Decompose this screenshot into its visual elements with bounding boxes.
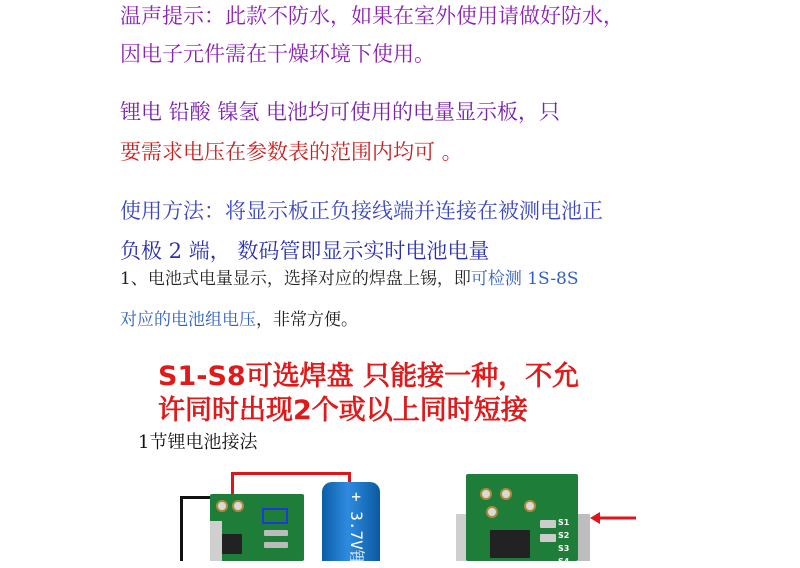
pad-c	[486, 506, 498, 518]
method-line-1: 使用方法：将显示板正负接线端并连接在被测电池正	[120, 199, 603, 223]
pad-strip	[264, 530, 288, 536]
pad-d	[524, 500, 536, 512]
wiring-photo-left	[176, 466, 400, 566]
pcb-board-right	[466, 474, 578, 566]
pad-a	[480, 488, 492, 500]
pad-label-s3: S3	[558, 544, 570, 553]
battery-types-line-2: 要需求电压在参数表的范围内均可 。	[120, 140, 463, 164]
black-wire	[180, 496, 183, 561]
point1-line-2-black: ，非常方便。	[256, 310, 358, 330]
wiring-caption: 1节锂电池接法	[138, 432, 258, 453]
method-line-2: 负极 2 端， 数码管即显示实时电池电量	[120, 239, 490, 263]
point1-line-1-black: 1、电池式电量显示，选择对应的焊盘上锡，即	[120, 269, 471, 289]
battery-types-line-1: 锂电 铅酸 镍氢 电池均可使用的电量显示板，只	[120, 100, 561, 124]
regulator-chip	[220, 534, 242, 554]
notice-line-1: 温声提示：此款不防水，如果在室外使用请做好防水，	[120, 4, 624, 28]
pad-label-s4: S4	[558, 557, 570, 566]
smd-2	[540, 534, 556, 542]
point1-line-1-blue: 可检测 1S-8S	[470, 269, 579, 289]
pad-label-s1: S1	[558, 518, 570, 527]
point1-line-1	[120, 264, 579, 289]
pad-b	[500, 488, 512, 500]
red-wire-end	[348, 472, 351, 482]
pad-pos	[232, 500, 244, 512]
selected-pad-box	[262, 508, 288, 524]
wiring-photo-right	[456, 474, 636, 566]
red-wire-h	[231, 472, 351, 475]
pad-label-s2: S2	[558, 531, 570, 540]
pad-neg	[216, 500, 228, 512]
main-chip	[490, 530, 530, 558]
smd-1	[540, 520, 556, 528]
cell-label: + 3.7V锂	[347, 492, 366, 566]
warning-line-2: 许同时出现2个或以上同时短接	[158, 395, 528, 426]
side-connector	[578, 514, 590, 561]
notice-line-2: 因电子元件需在干燥环境下使用。	[120, 42, 435, 66]
point1-line-2-blue: 对应的电池组电压	[120, 310, 256, 330]
point1-line-2	[120, 305, 358, 330]
lithium-cell	[322, 482, 380, 566]
arrow-icon	[590, 512, 636, 524]
pad-labels	[558, 516, 569, 568]
pad-strip-2	[264, 542, 288, 548]
warning-line-1: S1-S8可选焊盘 只能接一种，不允	[158, 361, 580, 392]
connector-edge	[210, 521, 222, 561]
pcb-board-left	[210, 494, 304, 561]
